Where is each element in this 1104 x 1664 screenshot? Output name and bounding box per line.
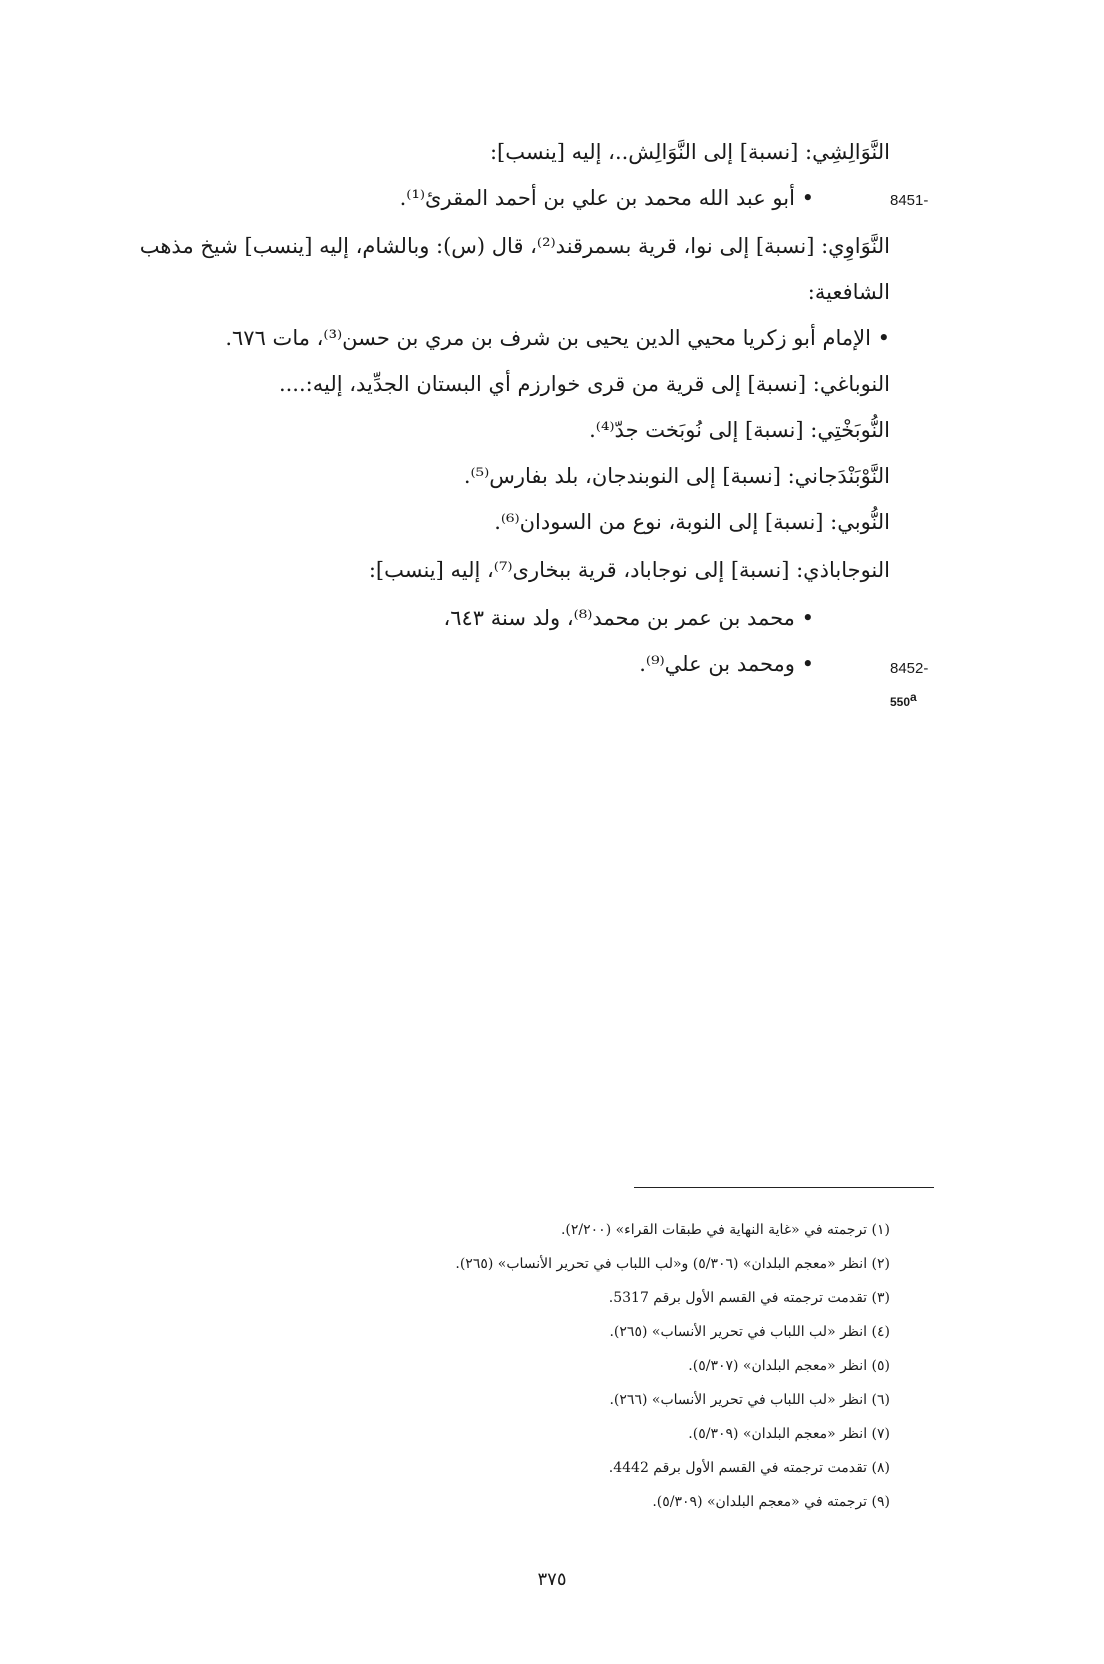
footnote-2: (٢) انظر «معجم البلدان» (٥/٣٠٦) و«لب اللباب في تحرير الأنساب» (٢٦٥). — [455, 1256, 890, 1272]
page-marker-number: 550 — [890, 695, 911, 709]
entry-number-8451: 8451- — [890, 192, 929, 209]
page-number: ٣٧٥ — [537, 1569, 567, 1590]
footnote-7: (٧) انظر «معجم البلدان» (٥/٣٠٩). — [688, 1426, 890, 1442]
footnote-6: (٦) انظر «لب اللباب في تحرير الأنساب» (٢٦٦). — [609, 1392, 890, 1408]
page-marker — [890, 690, 917, 709]
footnote-1: (١) ترجمته في «غاية النهاية في طبقات القراء» (٢/٢٠٠). — [560, 1222, 890, 1238]
entry-nawalishi-heading: النَّوَالِشِي: [نسبة] إلى النَّوَالِش..، إليه [ينسب]: — [489, 140, 890, 164]
entry-nubakhti-heading: النُّوبَخْتِي: [نسبة] إلى نُوبَخت جدّ⁽⁴⁾. — [589, 418, 890, 442]
footnote-3: (٣) تقدمت ترجمته في القسم الأول برقم 5317. — [608, 1290, 890, 1306]
entry-nubandajani-heading: النَّوْبَنْدَجاني: [نسبة] إلى النوبندجان، بلد بفارس⁽⁵⁾. — [463, 464, 890, 488]
footnote-8: (٨) تقدمت ترجمته في القسم الأول برقم 4442. — [608, 1460, 890, 1476]
footnote-5: (٥) انظر «معجم البلدان» (٥/٣٠٧). — [688, 1358, 890, 1374]
entry-nujabadhi-person-1: • محمد بن عمر بن محمد⁽⁸⁾، ولد سنة ٦٤٣، — [443, 606, 814, 630]
entry-nawawi-person: • الإمام أبو زكريا محيي الدين يحيى بن شرف بن مري بن حسن⁽³⁾، مات ٦٧٦. — [225, 326, 890, 350]
footnote-separator — [634, 1187, 934, 1188]
footnote-9: (٩) ترجمته في «معجم البلدان» (٥/٣٠٩). — [652, 1494, 890, 1510]
entry-8452-person: • ومحمد بن علي⁽⁹⁾. — [639, 652, 814, 676]
entry-nawawi-heading: النَّوَاوِي: [نسبة] إلى نوا، قرية بسمرقند⁽²⁾، قال (س): وبالشام، إليه [ينسب] شيخ مذهب — [139, 234, 890, 258]
entry-nubaghi-heading: النوباغي: [نسبة] إلى قرية من قرى خوارزم أي البستان الجدِّيد، إليه:.... — [278, 372, 890, 396]
entry-nujabadhi-heading: النوجاباذي: [نسبة] إلى نوجاباد، قرية ببخارى⁽⁷⁾، إليه [ينسب]: — [368, 558, 890, 582]
footnote-4: (٤) انظر «لب اللباب في تحرير الأنساب» (٢٦٥). — [609, 1324, 890, 1340]
entry-number-8452: 8452- — [890, 660, 929, 677]
entry-nubi-heading: النُّوبي: [نسبة] إلى النوبة، نوع من السودان⁽⁶⁾. — [494, 510, 890, 534]
page-marker-sup: a — [910, 690, 917, 704]
entry-8451-person: • أبو عبد الله محمد بن علي بن أحمد المقرئ⁽¹⁾. — [399, 186, 814, 210]
entry-nawawi-heading-continued: الشافعية: — [807, 280, 890, 304]
